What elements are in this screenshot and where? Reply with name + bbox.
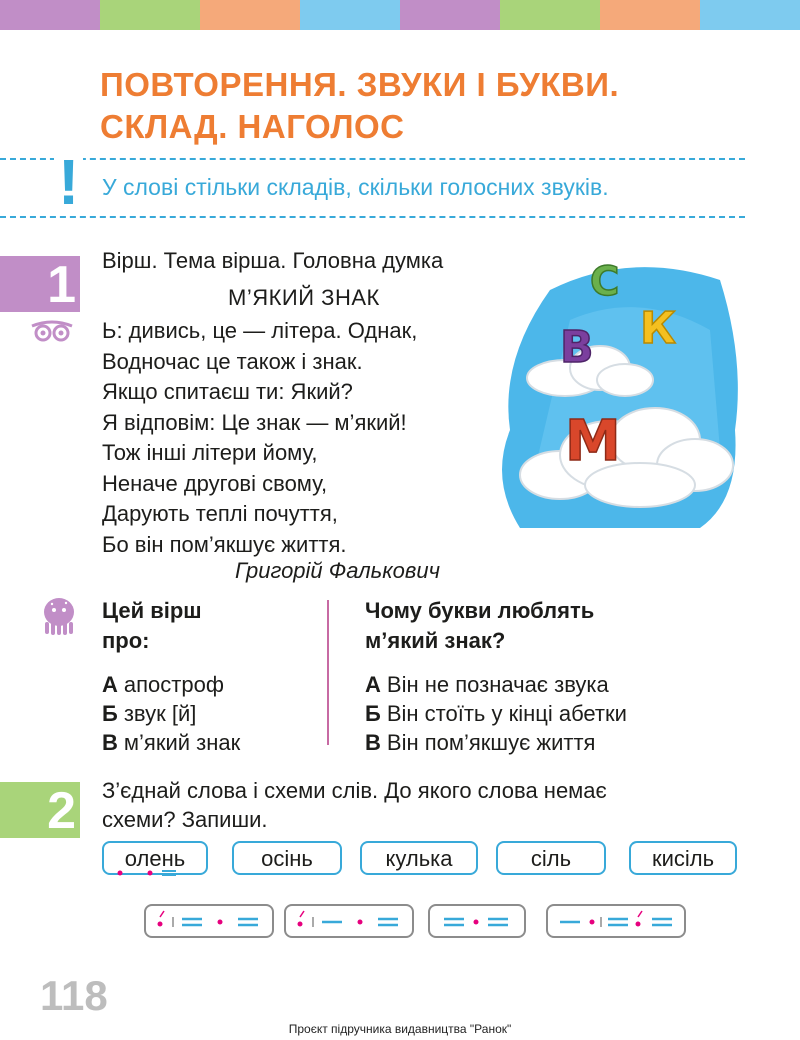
poem-text — [102, 316, 417, 560]
option-text: Він стоїть у кінці абетки — [386, 701, 627, 726]
option-letter: А — [102, 672, 118, 697]
letter-s: С — [590, 259, 620, 305]
scheme-diagram — [286, 906, 412, 936]
option-text: звук [й] — [123, 701, 197, 726]
quiz-left — [102, 596, 302, 757]
rule-text: У слові стільки складів, скільки голосних звуків. — [102, 174, 609, 200]
letter-k: К — [640, 303, 676, 354]
stripe — [200, 0, 300, 30]
stripe — [400, 0, 500, 30]
poem-line: Дарують теплі почуття, — [102, 501, 338, 526]
word-text: осінь — [261, 846, 313, 871]
task-number-1: 1 — [0, 256, 80, 312]
option-text: Він не позначає звука — [386, 672, 609, 697]
word-card-kulka[interactable] — [360, 841, 478, 875]
option-letter: А — [365, 672, 381, 697]
poem-line: Я відповім: Це знак — м’який! — [102, 409, 407, 435]
page-number: 118 — [40, 972, 108, 1019]
quiz-option[interactable] — [365, 670, 765, 699]
word-card-sil[interactable] — [496, 841, 606, 875]
word-text: кисіль — [651, 846, 715, 871]
quiz-option[interactable] — [102, 699, 302, 728]
stripe — [600, 0, 700, 30]
word-text: олень — [124, 846, 186, 871]
option-letter: В — [365, 730, 381, 755]
task1-heading: Вірш. Тема вірша. Головна думка — [102, 248, 444, 273]
quiz-right-title-line: м’який знак? — [365, 628, 506, 653]
option-letter: Б — [102, 701, 118, 726]
option-text: Він пом’якшує життя — [386, 730, 596, 755]
scheme-card[interactable] — [546, 904, 686, 938]
quiz-option[interactable] — [102, 670, 302, 699]
quiz-left-title — [102, 596, 302, 656]
letter-m: М — [565, 409, 621, 474]
quiz-option[interactable] — [365, 699, 765, 728]
task2-line: З’єднай слова і схеми слів. До якого слова немає — [102, 778, 607, 803]
quiz-right — [365, 596, 765, 757]
poem-line: Ь: дивись, це — літера. Однак, — [102, 318, 418, 343]
quiz-left-title-line: про: — [102, 628, 150, 653]
quiz-left-title-line: Цей вірш — [102, 598, 202, 623]
olen-sound-marks — [108, 865, 192, 877]
word-text: кулька — [385, 846, 453, 871]
owl-eyes-icon — [30, 320, 74, 342]
poem-line: Бо він пом’якшує життя. — [102, 531, 347, 557]
scheme-diagram — [548, 906, 684, 936]
stripe — [0, 0, 100, 30]
stripe — [500, 0, 600, 30]
stripe — [300, 0, 400, 30]
task2-line: схеми? Запиши. — [102, 807, 268, 832]
exclamation-icon: ! — [54, 150, 83, 214]
quiz-option[interactable] — [102, 728, 302, 757]
poem-author: Григорій Фалькович — [235, 558, 440, 583]
option-text: апостроф — [123, 672, 224, 697]
quiz-right-title — [365, 596, 765, 656]
poem-line: Неначе другові свому, — [102, 470, 328, 496]
color-stripe-bar — [0, 0, 800, 30]
task-number-2: 2 — [0, 782, 80, 838]
poem-line: Водночас це також і знак. — [102, 348, 363, 374]
quiz-option[interactable] — [365, 728, 765, 757]
scheme-card[interactable] — [284, 904, 414, 938]
title-line-1: ПОВТОРЕННЯ. ЗВУКИ І БУКВИ. — [100, 66, 620, 103]
option-letter: В — [102, 730, 118, 755]
stripe — [100, 0, 200, 30]
quiz-divider — [327, 600, 329, 745]
poem-line: Якщо спитаєш ти: Який? — [102, 379, 353, 404]
word-text: сіль — [530, 846, 572, 871]
word-card-osin[interactable] — [232, 841, 342, 875]
title-line-2: СКЛАД. НАГОЛОС — [100, 108, 405, 145]
stripe — [700, 0, 800, 30]
poem-line: Тож інші літери йому, — [102, 440, 318, 465]
page-title — [100, 64, 740, 148]
letter-v: В — [560, 322, 594, 373]
poem-title: М’ЯКИЙ ЗНАК — [228, 285, 380, 310]
scheme-card[interactable] — [144, 904, 274, 938]
option-letter: Б — [365, 701, 381, 726]
footer-text: Проєкт підручника видавництва "Ранок" — [288, 1022, 512, 1036]
octopus-icon — [42, 596, 76, 636]
task2-text — [102, 776, 762, 834]
option-text: м’який знак — [123, 730, 241, 755]
scheme-diagram — [146, 906, 272, 936]
clouds-letters-illustration — [490, 250, 740, 530]
word-card-kysil[interactable] — [629, 841, 737, 875]
scheme-card[interactable] — [428, 904, 526, 938]
quiz-right-title-line: Чому букви люблять — [365, 598, 595, 623]
scheme-diagram — [430, 906, 524, 936]
